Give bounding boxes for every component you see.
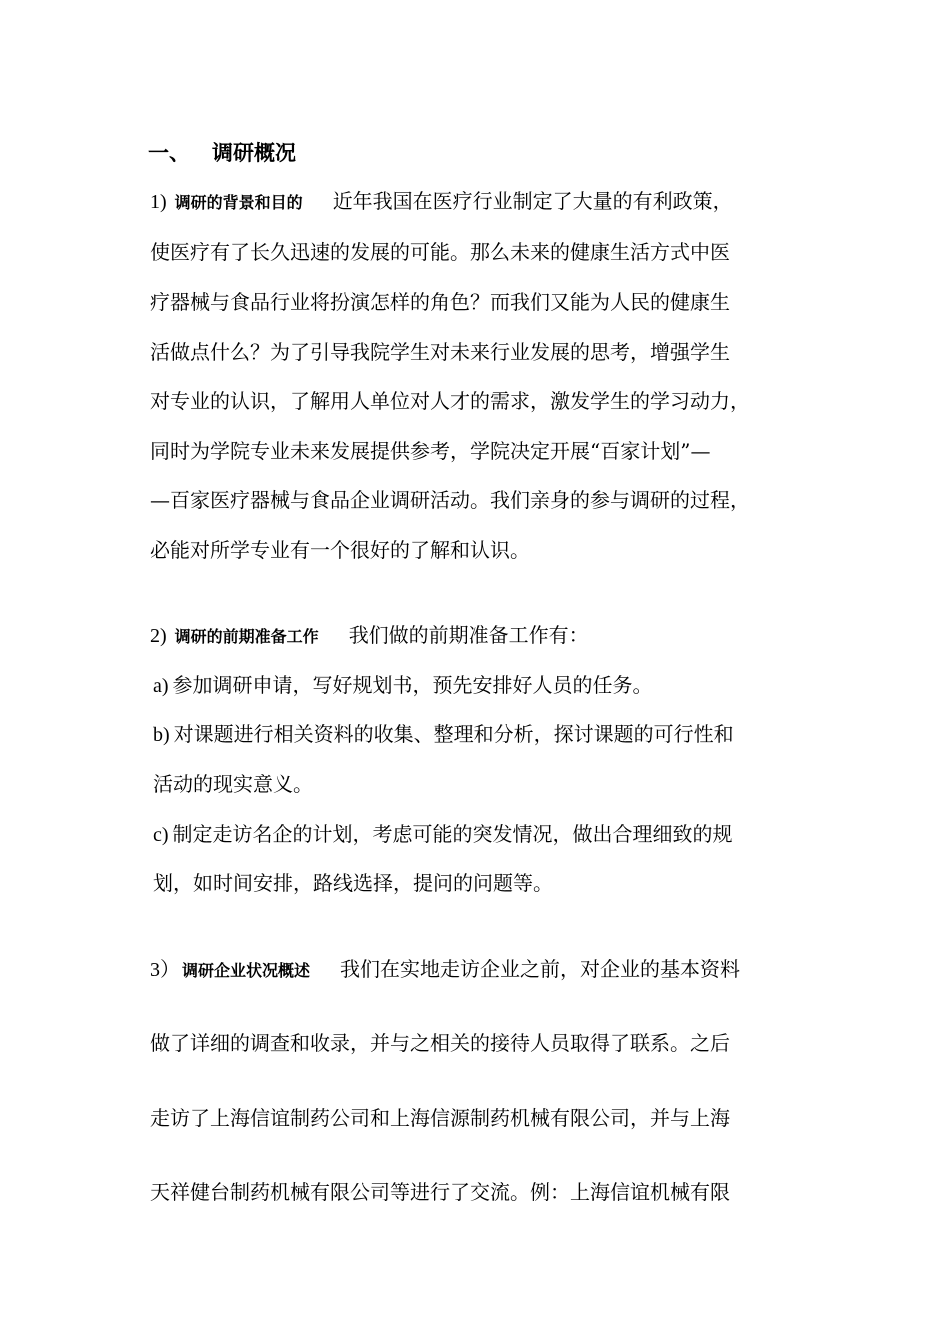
list-item-text: 对课题进行相关资料的收集、整理和分析，探讨课题的可行性和 (173, 722, 734, 746)
preparation-heading-line (150, 623, 589, 649)
paragraph-line: 同时为学院专业未来发展提供参考，学院决定开展“百家计划”— (150, 439, 711, 463)
list-item-text: 制定走访名企的计划，考虑可能的突发情况，做出合理细致的规 (172, 822, 733, 846)
paragraph-line: 必能对所学专业有一个很好的了解和认识。 (150, 538, 530, 562)
paragraph-line: 使医疗有了长久迅速的发展的可能。那么未来的健康生活方式中医 (150, 240, 730, 264)
overview-heading-line (150, 957, 740, 983)
preparation-title: 调研的前期准备工作 (174, 627, 319, 646)
section-heading (148, 140, 296, 166)
paragraph-line: 做了详细的调查和收录，并与之相关的接待人员取得了联系。之后 (150, 1031, 730, 1055)
paragraph-line: 对专业的认识，了解用人单位对人才的需求，激发学生的学习动力， (150, 389, 750, 413)
paragraph-line: 天祥健台制药机械有限公司等进行了交流。例：上海信谊机械有限 (150, 1180, 730, 1204)
list-item (153, 722, 734, 747)
preparation-intro: 我们做的前期准备工作有： (348, 623, 589, 647)
list-item-mark: b) (153, 724, 170, 746)
paragraph-line: —百家医疗器械与食品企业调研活动。我们亲身的参与调研的过程， (150, 488, 750, 512)
preparation-number: 2) (150, 625, 167, 647)
background-heading-line (150, 189, 733, 215)
paragraph-line: 疗器械与食品行业将扮演怎样的角色？而我们又能为人民的健康生 (150, 290, 730, 314)
list-item-text: 参加调研申请，写好规划书，预先安排好人员的任务。 (172, 673, 653, 697)
overview-number: 3） (150, 959, 180, 981)
paragraph-line: 近年我国在医疗行业制定了大量的有利政策， (332, 189, 733, 213)
background-title: 调研的背景和目的 (174, 193, 303, 212)
paragraph-line: 我们在实地走访企业之前，对企业的基本资料 (340, 957, 741, 981)
section-title: 调研概况 (212, 140, 296, 165)
paragraph-line: 活做点什么？为了引导我院学生对未来行业发展的思考，增强学生 (150, 340, 730, 364)
list-item-mark: c) (153, 824, 169, 846)
list-item-continuation: 活动的现实意义。 (153, 772, 313, 796)
list-item (153, 822, 733, 847)
background-number: 1) (150, 191, 167, 213)
list-item-continuation: 划，如时间安排，路线选择，提问的问题等。 (153, 871, 553, 895)
list-item-mark: a) (153, 675, 169, 697)
list-item (153, 673, 653, 698)
overview-title: 调研企业状况概述 (182, 961, 311, 980)
section-number: 一、 (148, 140, 190, 165)
paragraph-line: 走访了上海信谊制药公司和上海信源制药机械有限公司，并与上海 (150, 1106, 730, 1130)
